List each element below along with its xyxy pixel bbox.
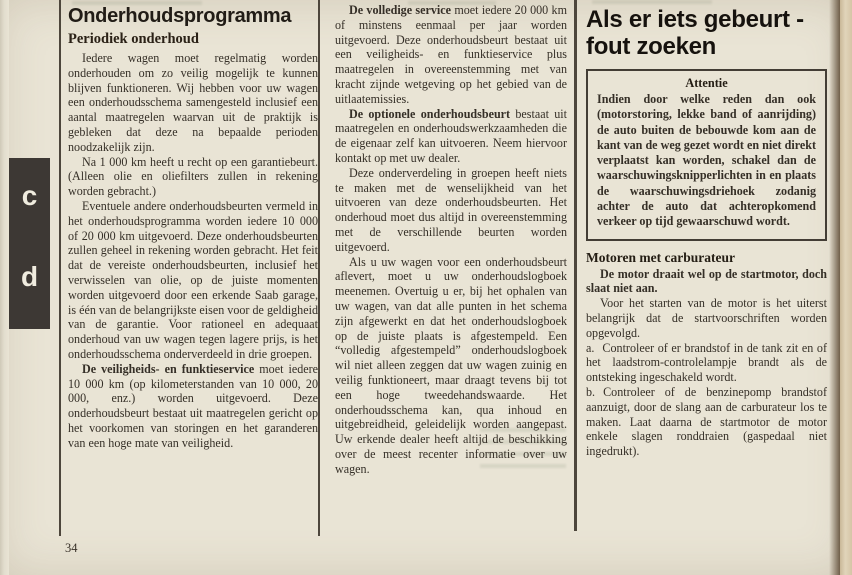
paragraph-text: bestaat uit maatregelen en onderhoudswerkzaamheden die de eigenaar zelf kan uitvoeren. Neem hiervoor kontakt op met uw dealer. [335, 106, 568, 165]
paragraph [335, 107, 567, 166]
attention-body: Indien door welke reden dan ook (motorstoring, lekke band of aanrijding) de auto buiten de bebouwde kom aan de kant van de weg gezet wordt en niet direkt verplaatst kan worden, schakel dan de waarschuwingsknipperlichten in en plaats de waarschuwingsdriehoek zodanig achter de auto dat achteropkomend verkeer op tijd gewaarschuwd wordt. [597, 92, 816, 229]
paragraph-text: moet iedere 20 000 km of minstens eenmaal per jaar worden uitgevoerd. Deze onderhoudsbeurt bestaat uit een veiligheids- en funktieservice plus maatregelen in overeenstemming met van kracht zijnde wetgeving op het gebied van de uitlaatemissies. [335, 3, 567, 106]
paragraph-text: moet iedere 10 000 km (op kilometerstanden van 10 000, 20 000, enz.) worden uitgevoerd. Deze onderhoudsbeurt bestaat uit maatregelen gericht op het voorkomen van storingen en het garanderen van een hoge mate van veiligheid. [68, 361, 318, 450]
list-item-a-label: a. [586, 340, 595, 355]
right-column [586, 6, 827, 459]
list-item-a-text: Controleer of er brandstof in de tank zit en of het laadstrom-controlelampje brandt als de ontsteking ingeschakeld wordt. [586, 340, 827, 385]
left-column [68, 5, 318, 451]
paragraph: Eventuele andere onderhoudsbeurten vermeld in het onderhoudsprogramma worden iedere 10 000 of 20 000 km uitgevoerd. Deze onderhoudsbeurten zullen geheel in rekening worden gebracht. Het feit dat de vereiste onderhoudsbeurten, inclusief het verwisselen van olie, op de juiste momenten worden uitgevoerd door een erkende Saab garage, is één van de belangrijkste eisen voor de geldigheid van de garantie. Voor rationeel en adequaat onderhoud van uw wagen tegen lagere prijs, is het onderhoudsschema onderverdeeld in drie groepen. [68, 198, 318, 361]
paragraph: Voor het starten van de motor is het uiterst belangrijk dat de startvoorschriften worden opgevolgd. [586, 296, 827, 340]
page-left-edge [0, 0, 9, 575]
page-number: 34 [65, 541, 78, 555]
list-item-b-text: Controleer of de benzinepomp brandstof aanzuigt, door de slang aan de carburateur los te maken. Laat daarna de startmotor de motor enkele slagen ronddraien (gaspedaal niet ingedrukt). [586, 385, 827, 459]
bold-lead: De veiligheids- en funktieservice [82, 361, 255, 376]
bold-lead: De optionele onderhoudsbeurt [349, 106, 511, 121]
chapter-title-line1: Als er iets gebeurt - [586, 6, 804, 33]
chapter-title-line2: fout zoeken [586, 33, 717, 60]
paragraph: Deze onderverdeling in groepen heeft niets te maken met de wenselijkheid van het uitvoeren van deze onderhoudsbeurten. Het onderhoud moet dus altijd in overeenstemming met de verschillende beurten worden uitgevoerd. [335, 165, 567, 254]
paragraph: Iedere wagen moet regelmatig worden onderhouden om zo veilig mogelijk te kunnen blijven funktioneren. Wij hebben voor uw wagen een onderhoudsschema samengesteld inclusief een aantal maatregelen waarvan uit de praktijk is gebleken dat deze na bepaalde perioden noodzakelijk zijn. [68, 51, 318, 154]
section-heading-periodiek-onderhoud: Periodiek onderhoud [68, 31, 199, 47]
chapter-title [586, 6, 827, 60]
paragraph: Als u uw wagen voor een onderhoudsbeurt aflevert, moet u uw onderhoudslogboek meenemen. Overtuig u er, bij het ophalen van uw wagen, van dat alle punten in het schema zijn afgewerkt en dat het onderhoudslogboek op de juiste plaats is afgestempeld. Een “volledig afgestempeld” onderhoudslogboek wil niet alleen zeggen dat uw wagen zuinig en veilig funktioneert, maar draagt tevens bij tot een hoge tweedehandswaarde. Het onderhoudsschema kan, qua inhoud en uitgebreidheid, geleidelijk worden aangepast. Uw erkende dealer heeft altijd de beschikking over de meest recenter informatie over uw wagen. [335, 254, 567, 476]
page-title: Onderhoudsprogramma [68, 5, 292, 27]
page-right-edge-shadow [829, 0, 840, 575]
paragraph: De motor draait wel op de startmotor, doch slaat niet aan. [586, 266, 827, 296]
list-item-b-label: b. [586, 385, 596, 400]
column-divider-right [574, 0, 577, 531]
tab-letter-c: c [21, 180, 38, 211]
paragraph [68, 362, 318, 451]
tab-letter-d: d [20, 261, 39, 292]
page-right-edge [840, 0, 852, 575]
column-divider-middle [318, 0, 320, 536]
middle-column [335, 3, 567, 477]
list-item-a [586, 341, 827, 385]
section-heading-motoren-met-carburateur: Motoren met carburateur [586, 249, 735, 265]
section-thumb-tab [9, 158, 50, 329]
list-item-b [586, 385, 827, 459]
attention-heading: Attentie [685, 76, 728, 90]
paragraph: Na 1 000 km heeft u recht op een garantiebeurt. (Alleen olie en oliefilters zullen in rekening worden gebracht.) [68, 154, 318, 199]
paragraph [335, 3, 567, 107]
bold-lead: De volledige service [349, 3, 451, 17]
attention-box [586, 69, 827, 241]
column-divider-left [59, 0, 61, 536]
